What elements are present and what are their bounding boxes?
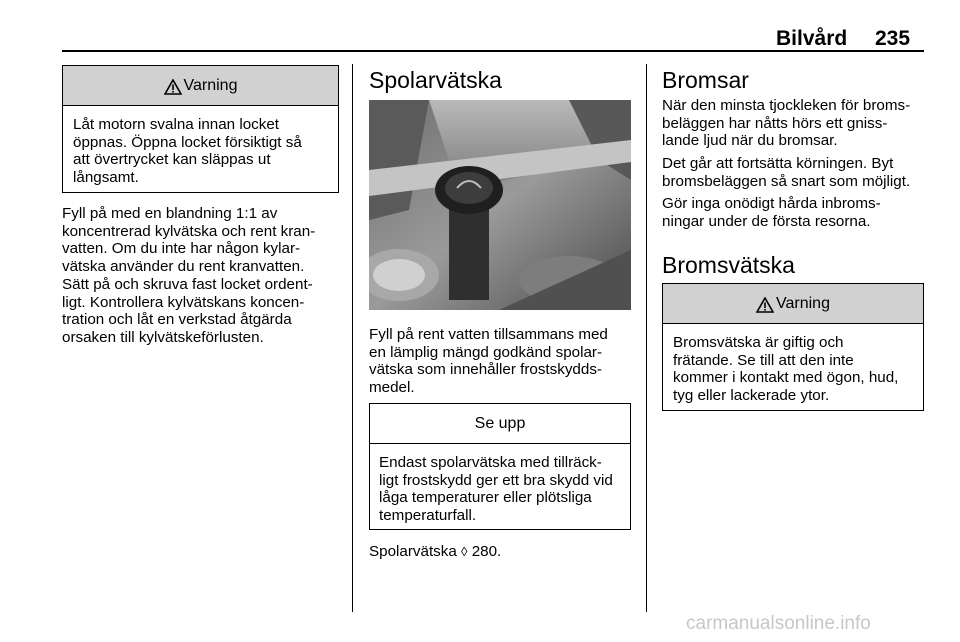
page-number: 235 — [875, 27, 911, 50]
brakes-paragraph-3 — [662, 195, 952, 230]
text-line: beläggen har nåtts hörs ett gniss- — [662, 114, 888, 132]
column-divider-right — [646, 64, 647, 612]
text-line: ningar under de första resorna. — [662, 212, 871, 230]
text-line: kommer i kontakt med ögon, hud, — [673, 369, 899, 387]
warning-triangle-icon — [756, 297, 774, 313]
washer-reservoir-photo — [369, 100, 631, 310]
text-line: vätska använder du rent kranvatten. — [62, 258, 305, 276]
watermark: carmanualsonline.info — [686, 613, 871, 634]
warning-title: Varning — [183, 76, 238, 94]
text-line: När den minsta tjockleken för broms- — [662, 97, 911, 114]
heading-brakes: Bromsar — [662, 67, 749, 93]
heading-washer-fluid: Spolarvätska — [369, 67, 502, 93]
warning-box-header — [663, 284, 923, 324]
brakes-paragraph-1 — [662, 97, 952, 150]
text-line: lande ljud när du bromsar. — [662, 132, 838, 150]
warning-title: Varning — [776, 294, 830, 312]
text-line: frätande. Se till att den inte — [673, 351, 854, 369]
text-line: vätska som innehåller frostskydds- — [369, 361, 602, 379]
caution-title: Se upp — [474, 414, 526, 432]
warning-body — [63, 106, 338, 187]
text-line: tration och låt en verkstad åtgärda — [62, 311, 292, 329]
header-rule — [62, 50, 924, 52]
warning-body — [663, 324, 923, 405]
text-line: ligt. Kontrollera kylvätskans koncen- — [62, 293, 305, 311]
text-line: koncentrerad kylvätska och rent kran- — [62, 222, 316, 240]
cross-reference — [369, 543, 501, 561]
text-line: en lämplig mängd godkänd spolar- — [369, 343, 603, 361]
caution-box-header — [370, 404, 630, 444]
washer-paragraph — [369, 326, 644, 397]
text-line: vatten. Om du inte har någon kylar- — [62, 240, 301, 258]
column-divider-left — [352, 64, 353, 612]
text-line: bromsbeläggen så snart som möjligt. — [662, 172, 911, 190]
text-line: tyg eller lackerade ytor. — [673, 387, 830, 405]
text-line: Det går att fortsätta körningen. Byt — [662, 155, 894, 172]
text-line: Endast spolarvätska med tillräck- — [379, 454, 602, 471]
text-line: temperaturfall. — [379, 507, 477, 525]
text-line: Sätt på och skruva fast locket ordent- — [62, 275, 313, 293]
text-line: Låt motorn svalna innan locket — [73, 116, 279, 133]
caution-box — [369, 403, 631, 530]
text-line: orsaken till kylvätskeförlusten. — [62, 328, 264, 346]
heading-brake-fluid: Bromsvätska — [662, 252, 795, 278]
page-reference-arrow-icon: ◊ — [461, 544, 468, 559]
warning-box-brake-fluid — [662, 283, 924, 411]
reference-page[interactable]: 280. — [471, 543, 502, 560]
caution-body — [370, 444, 630, 525]
brakes-paragraph-2 — [662, 155, 952, 190]
warning-box-header — [63, 66, 338, 106]
text-line: Gör inga onödigt hårda inbroms- — [662, 195, 881, 212]
warning-triangle-icon — [164, 79, 182, 95]
text-line: Fyll på med en blandning 1:1 av — [62, 205, 278, 222]
text-line: medel. — [369, 379, 415, 397]
text-line: ligt frostskydd ger ett bra skydd vid — [379, 471, 613, 489]
header-section-title: Bilvård — [776, 27, 848, 50]
coolant-paragraph — [62, 205, 347, 347]
text-line: öppnas. Öppna locket försiktigt så — [73, 133, 302, 151]
text-line: att övertrycket kan släppas ut — [73, 151, 271, 169]
warning-box-coolant — [62, 65, 339, 193]
text-line: långsamt. — [73, 169, 139, 187]
text-line: låga temperaturer eller plötsliga — [379, 489, 592, 507]
text-line: Bromsvätska är giftig och — [673, 334, 844, 351]
text-line: Fyll på rent vatten tillsammans med — [369, 326, 608, 343]
reference-text: Spolarvätska — [369, 543, 457, 560]
